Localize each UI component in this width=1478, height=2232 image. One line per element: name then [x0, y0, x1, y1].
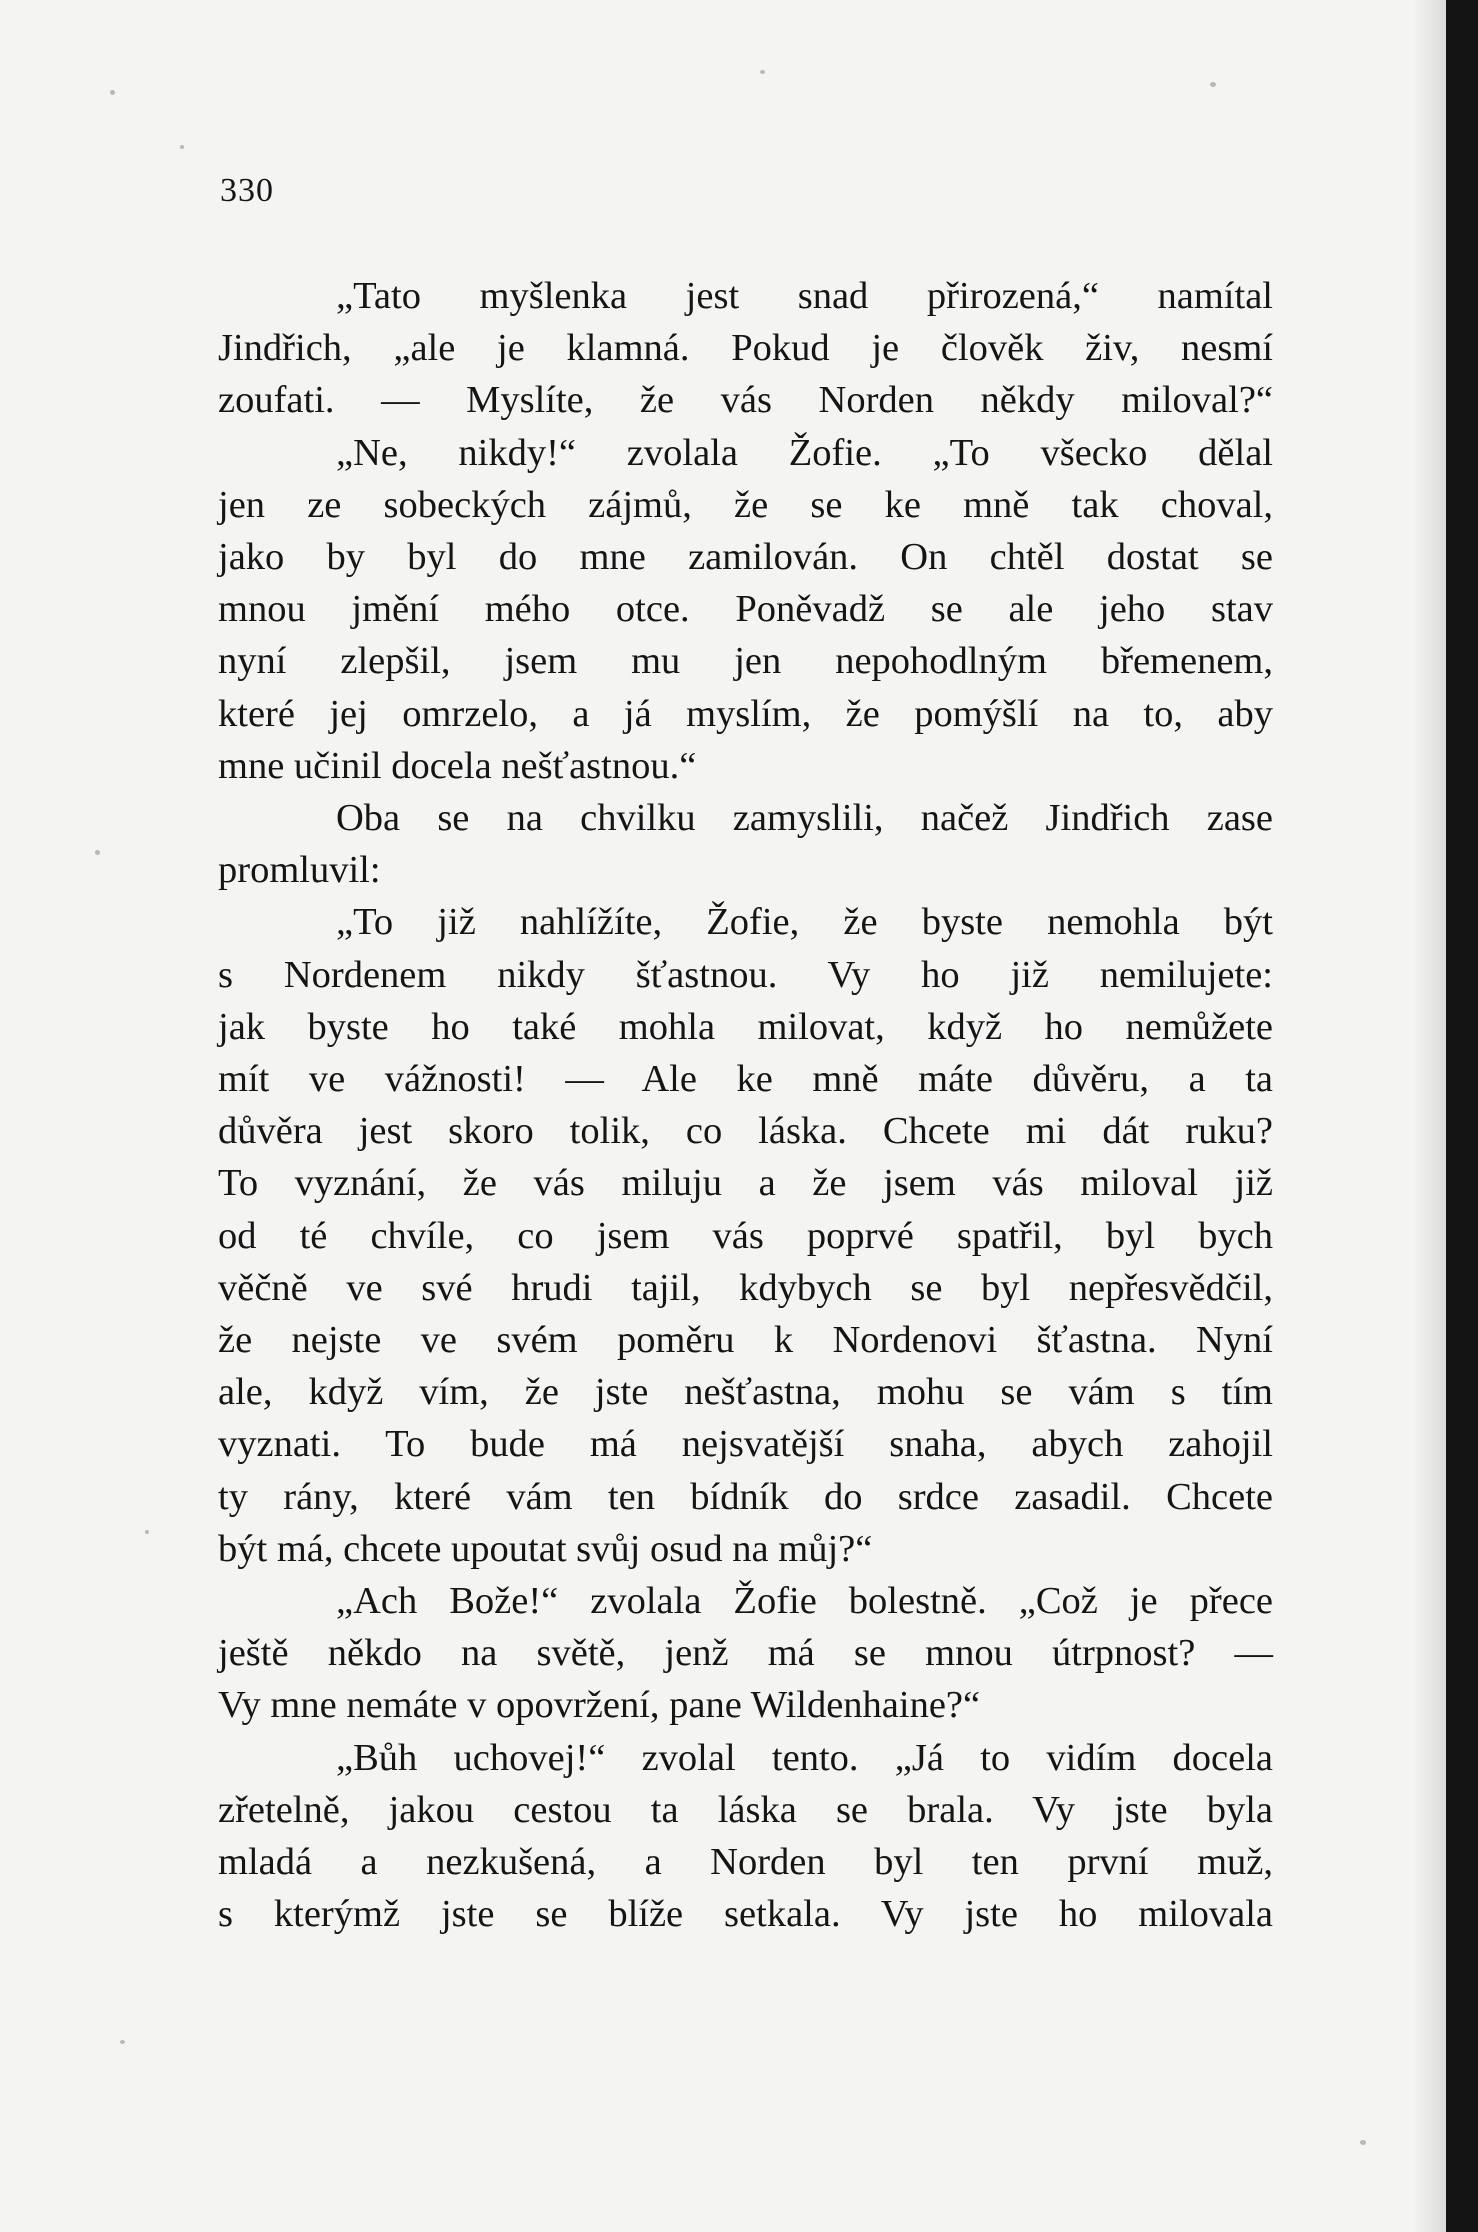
- text-line: ty rány, které vám ten bídník do srdce zasadil. Chcete: [218, 1475, 1273, 1518]
- paper-speck: [95, 850, 100, 855]
- paper-speck: [120, 2040, 125, 2044]
- scan-dark-margin: [1446, 0, 1478, 2232]
- page-body-text: [218, 270, 1273, 1941]
- text-line: důvěra jest skoro tolik, co láska. Chcete mi dát ruku?: [218, 1110, 1273, 1153]
- paper-speck: [180, 145, 184, 149]
- text-line: věčně ve své hrudi tajil, kdybych se byl nepřesvědčil,: [218, 1266, 1273, 1309]
- text-line: „Tato myšlenka jest snad přirozená,“ namítal: [336, 275, 1273, 317]
- text-line: ale, když vím, že jste nešťastna, mohu se vám s tím: [218, 1371, 1273, 1414]
- paper-speck: [1210, 82, 1216, 87]
- page-number: 330: [220, 172, 274, 209]
- text-line: „To již nahlížíte, Žofie, že byste nemohla být: [336, 901, 1273, 944]
- text-line: mnou jmění mého otce. Poněvadž se ale jeho stav: [218, 588, 1273, 631]
- text-line: zoufati. — Myslíte, že vás Norden někdy miloval?“: [218, 379, 1273, 422]
- text-line: které jej omrzelo, a já myslím, že pomýšlí na to, aby: [218, 692, 1273, 735]
- text-line: Jindřich, „ale je klamná. Pokud je člověk živ, nesmí: [218, 327, 1273, 370]
- paper-speck: [145, 1530, 149, 1534]
- text-line: jako by byl do mne zamilován. On chtěl dostat se: [218, 536, 1273, 579]
- text-line: že nejste ve svém poměru k Nordenovi šťastna. Nyní: [218, 1319, 1273, 1362]
- text-line: s Nordenem nikdy šťastnou. Vy ho již nemilujete:: [218, 953, 1273, 996]
- text-line: zřetelně, jakou cestou ta láska se brala. Vy jste byla: [218, 1788, 1273, 1831]
- paper-speck: [760, 70, 765, 74]
- text-line: ještě někdo na světě, jenž má se mnou útrpnost? —: [218, 1632, 1273, 1675]
- page-edge-shadow: [1412, 0, 1446, 2232]
- text-line: mladá a nezkušená, a Norden byl ten první muž,: [218, 1841, 1273, 1884]
- text-line: „Bůh uchovej!“ zvolal tento. „Já to vidím docela: [336, 1736, 1273, 1779]
- text-line: „Ne, nikdy!“ zvolala Žofie. „To všecko dělal: [336, 431, 1273, 474]
- text-line: jen ze sobeckých zájmů, že se ke mně tak choval,: [218, 483, 1273, 526]
- text-line: Oba se na chvilku zamyslili, načež Jindřich zase: [336, 797, 1273, 840]
- text-line: od té chvíle, co jsem vás poprvé spatřil, byl bych: [218, 1214, 1273, 1257]
- paper-speck: [110, 90, 115, 95]
- text-line: To vyznání, že vás miluju a že jsem vás miloval již: [218, 1162, 1273, 1205]
- text-line: nyní zlepšil, jsem mu jen nepohodlným břemenem,: [218, 640, 1273, 683]
- text-line: Vy mne nemáte v opovržení, pane Wildenhaine?“: [218, 1684, 981, 1727]
- text-line: s kterýmž jste se blíže setkala. Vy jste ho milovala: [218, 1893, 1273, 1936]
- paper-speck: [1360, 2140, 1366, 2145]
- text-line: jak byste ho také mohla milovat, když ho nemůžete: [218, 1005, 1273, 1048]
- text-line: mít ve vážnosti! — Ale ke mně máte důvěru, a ta: [218, 1058, 1273, 1101]
- text-line: být má, chcete upoutat svůj osud na můj?“: [218, 1527, 873, 1570]
- text-line: mne učinil docela nešťastnou.“: [218, 744, 697, 787]
- text-line: promluvil:: [218, 849, 381, 892]
- text-line: „Ach Bože!“ zvolala Žofie bolestně. „Což je přece: [336, 1580, 1273, 1623]
- text-line: vyznati. To bude má nejsvatější snaha, abych zahojil: [218, 1423, 1273, 1466]
